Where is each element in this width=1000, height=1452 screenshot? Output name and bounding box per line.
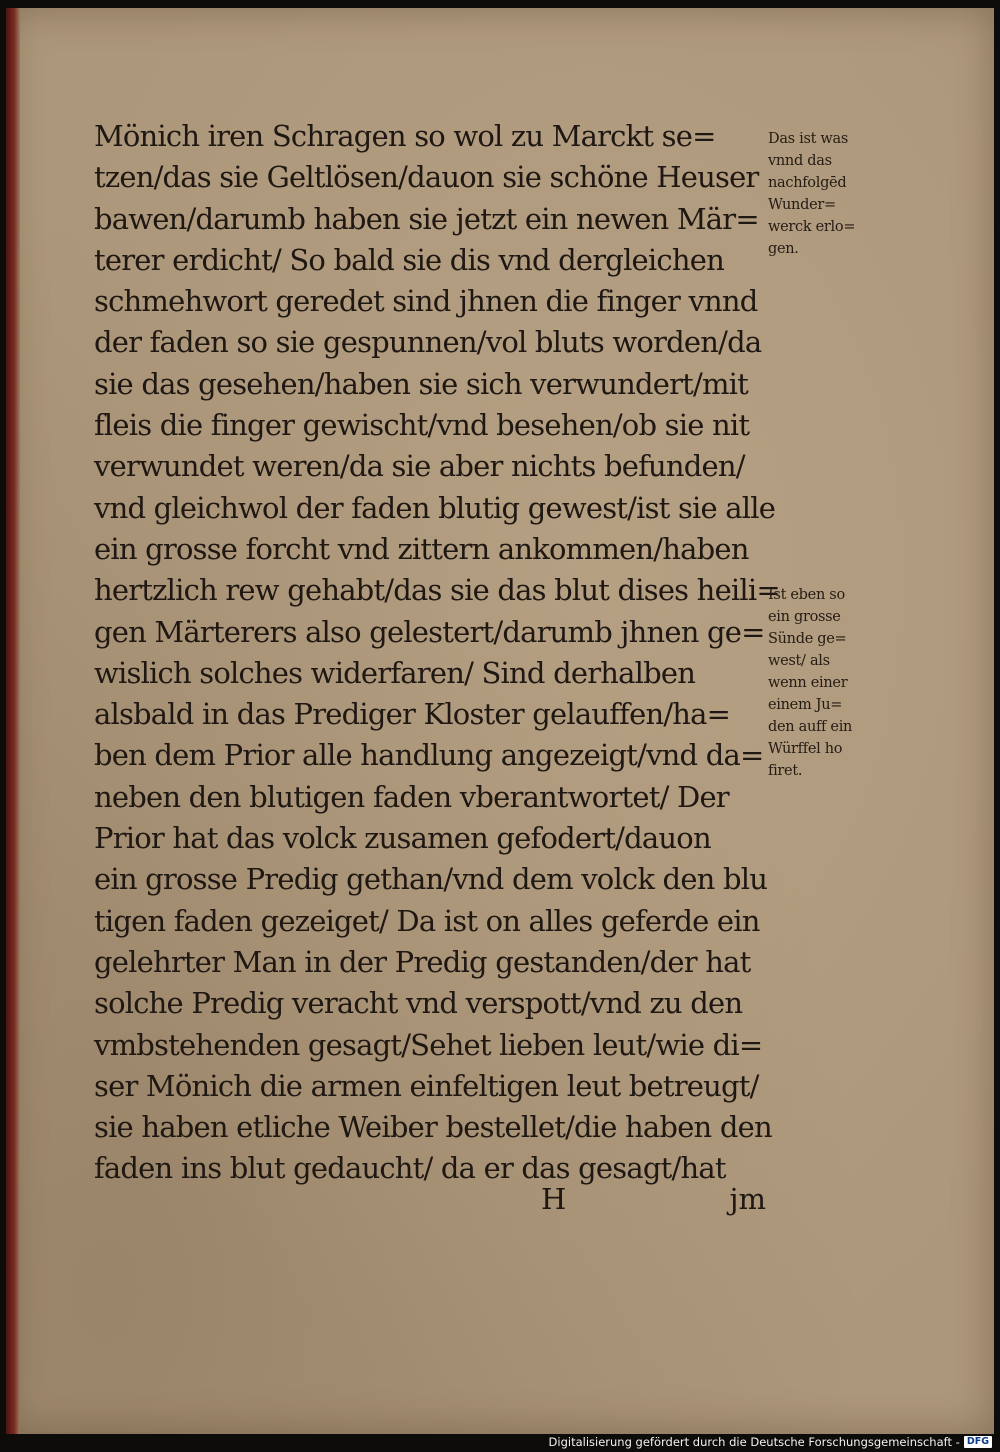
main-text-block (94, 116, 780, 1190)
text-line: der faden so sie gespunnen/vol bluts worden/da (94, 325, 762, 360)
text-line: wislich solches widerfaren/ Sind derhalben (94, 655, 696, 690)
text-line: neben den blutigen faden vberantwortet/ Der (94, 779, 729, 814)
text-line: alsbald in das Prediger Kloster gelauffen/ha= (94, 697, 731, 732)
margin-note-line: west/ als (768, 653, 830, 669)
margin-note-sin (768, 584, 908, 782)
text-line: sie haben etliche Weiber bestellet/die haben den (94, 1110, 772, 1145)
text-line: vmbstehenden gesagt/Sehet lieben leut/wie di= (94, 1027, 763, 1062)
margin-note-line: ein grosse (768, 609, 841, 625)
text-line: ben dem Prior alle handlung angezeigt/vnd da= (94, 738, 764, 773)
text-line: tigen faden gezeiget/ Da ist on alles geferde ein (94, 903, 760, 938)
dfg-logo-icon: DFG (964, 1436, 992, 1448)
text-line: solche Predig veracht vnd verspott/vnd zu den (94, 986, 743, 1021)
margin-note-line: Würffel ho (768, 741, 843, 757)
text-line: fleis die finger gewischt/vnd besehen/ob sie nit (94, 408, 750, 443)
binding-edge (6, 8, 20, 1434)
margin-note-line: gen. (768, 241, 799, 257)
margin-note-line: Wunder= (768, 197, 836, 213)
page-foot (94, 1182, 774, 1226)
text-line: ein grosse forcht vnd zittern ankommen/haben (94, 531, 749, 566)
text-line: gelehrter Man in der Predig gestanden/der hat (94, 944, 751, 979)
margin-note-line: nachfolgēd (768, 175, 847, 191)
text-line: vnd gleichwol der faden blutig gewest/ist sie alle (94, 490, 776, 525)
text-line: ser Mönich die armen einfeltigen leut betreugt/ (94, 1068, 759, 1103)
text-line: Mönich iren Schragen so wol zu Marckt se= (94, 119, 716, 153)
text-line: terer erdicht/ So bald sie dis vnd dergleichen (94, 242, 724, 277)
margin-note-line: Ist eben so (768, 587, 845, 603)
margin-note-line: den auff ein (768, 719, 853, 735)
margin-note-line: Das ist was (768, 131, 849, 147)
credit-text: Digitalisierung gefördert durch die Deutsche Forschungsgemeinschaft - (548, 1435, 960, 1449)
margin-note-wonder (768, 128, 908, 260)
margin-note-line: einem Ju= (768, 697, 843, 713)
digitization-credit (549, 1434, 992, 1450)
text-line: gen Märterers also gelestert/darumb jhnen ge= (94, 614, 765, 649)
text-line: schmehwort geredet sind jhnen die finger vnnd (94, 284, 758, 319)
margin-note-line: Sünde ge= (768, 631, 847, 647)
text-line: hertzlich rew gehabt/das sie das blut dises heili= (94, 573, 780, 608)
text-line: tzen/das sie Geltlösen/dauon sie schöne Heuser (94, 160, 759, 195)
text-line: sie das gesehen/haben sie sich verwundert/mit (94, 366, 748, 401)
text-line: verwundet weren/da sie aber nichts befunden/ (94, 449, 745, 484)
text-line: faden ins blut gedaucht/ da er das gesagt/hat (94, 1151, 726, 1186)
margin-note-line: wenn einer (768, 675, 848, 691)
catchword: jm (729, 1182, 766, 1216)
text-line: ein grosse Predig gethan/vnd dem volck den blu (94, 862, 768, 897)
text-line: bawen/darumb haben sie jetzt ein newen Mär= (94, 201, 759, 236)
margin-note-line: firet. (768, 763, 803, 779)
margin-note-line: werck erlo= (768, 219, 856, 235)
text-line: Prior hat das volck zusamen gefodert/dauon (94, 821, 711, 856)
book-page (6, 8, 994, 1434)
margin-note-line: vnnd das (768, 153, 832, 169)
signature-mark: H (541, 1182, 567, 1216)
